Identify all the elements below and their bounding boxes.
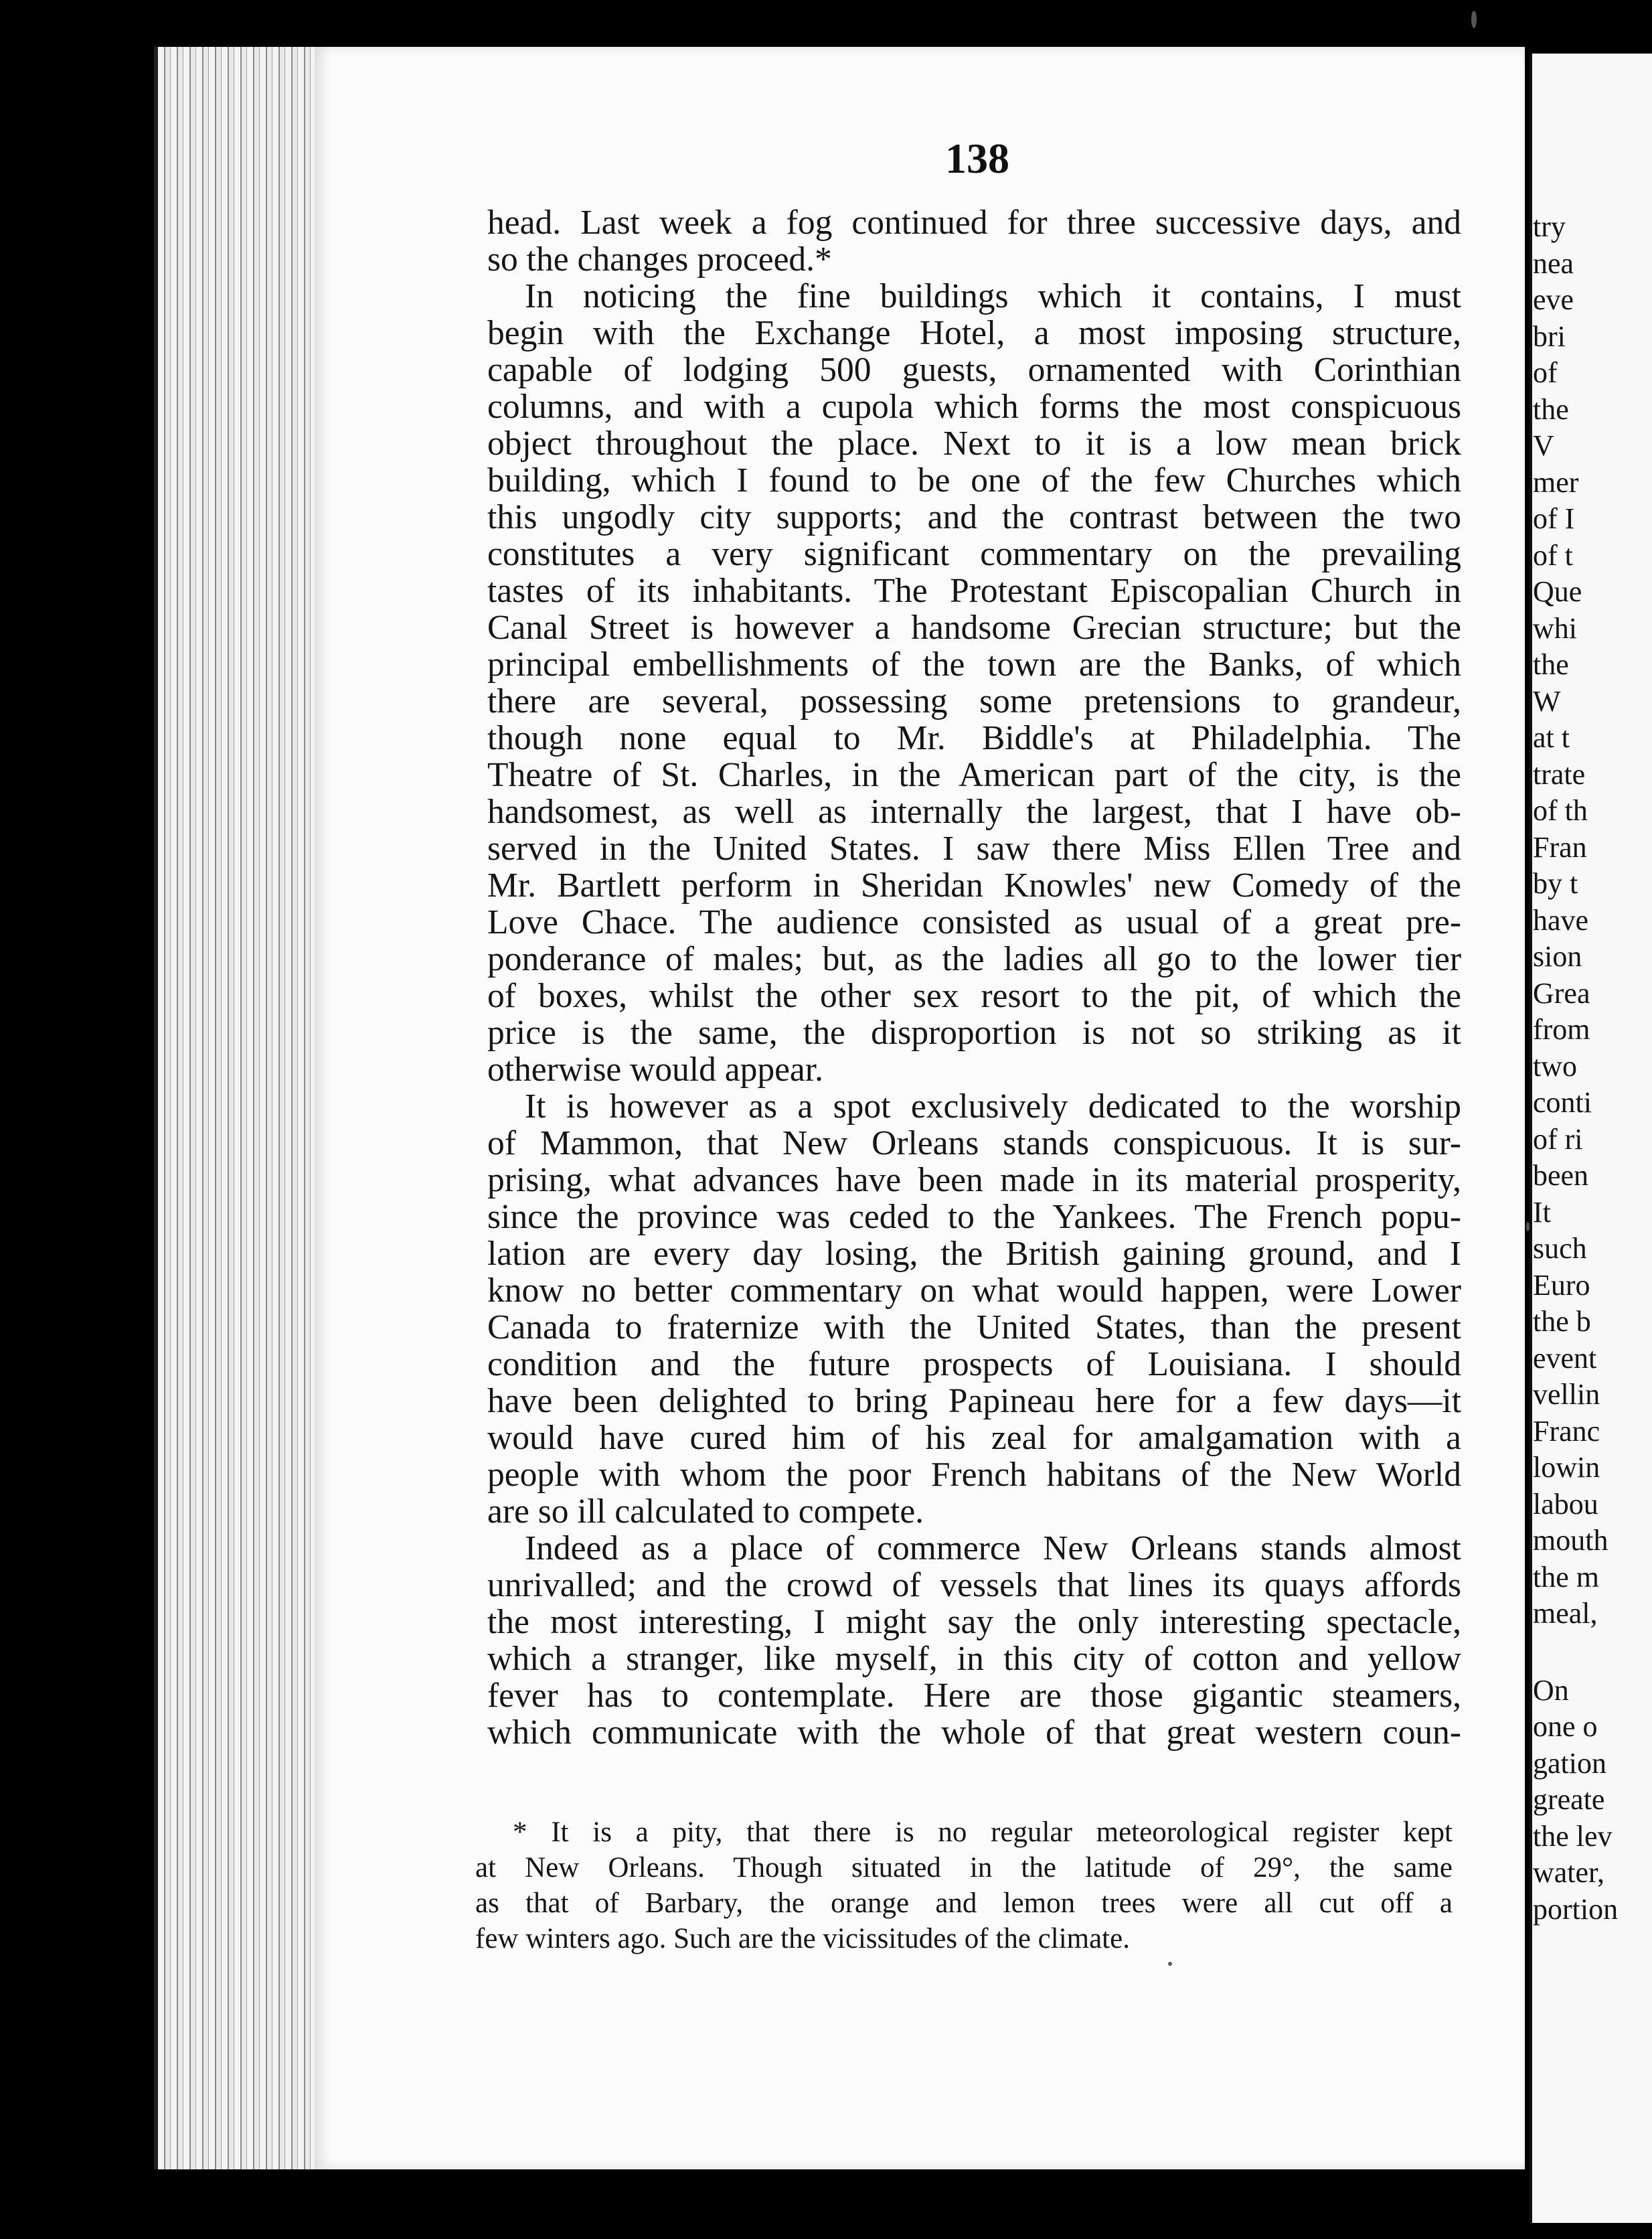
- text-line: Theatre of St. Charles, in the American part of the city, is the: [487, 756, 1461, 794]
- facing-line: have: [1533, 903, 1589, 937]
- text-line: principal embellishments of the town are the Banks, of which: [487, 645, 1461, 684]
- facing-line: Que: [1533, 575, 1582, 608]
- text-line: lation are every day losing, the British gaining ground, and I: [487, 1235, 1461, 1273]
- facing-gap: [1533, 1632, 1652, 1673]
- text-line: Love Chace. The audience consisted as usual of a great pre-: [487, 903, 1461, 941]
- text-line: since the province was ceded to the Yankees. The French popu-: [487, 1198, 1461, 1236]
- text-line: though none equal to Mr. Biddle's at Philadelphia. The: [487, 719, 1461, 757]
- text-line: building, which I found to be one of the few Churches which: [487, 461, 1461, 499]
- facing-line: of t: [1533, 538, 1573, 572]
- facing-line: been: [1533, 1159, 1589, 1192]
- facing-line: lowin: [1533, 1451, 1600, 1484]
- text-line: handsomest, as well as internally the largest, that I have ob-: [487, 793, 1461, 831]
- facing-line: labou: [1533, 1487, 1598, 1521]
- text-line: Mr. Bartlett perform in Sheridan Knowles' new Comedy of the: [487, 866, 1461, 905]
- text-line: there are several, possessing some pretensions to grandeur,: [487, 682, 1461, 720]
- facing-line: V: [1533, 429, 1554, 462]
- facing-line: trate: [1533, 757, 1586, 791]
- text-line: so the changes proceed.*: [487, 240, 832, 279]
- text-line: price is the same, the disproportion is not so striking as it: [487, 1014, 1461, 1052]
- facing-line: On: [1533, 1673, 1569, 1707]
- facing-line: gation: [1533, 1746, 1606, 1780]
- footnote-line: as that of Barbary, the orange and lemon trees were all cut off a: [475, 1887, 1453, 1919]
- facing-line: mer: [1533, 465, 1579, 499]
- text-line: are so ill calculated to compete.: [487, 1492, 924, 1531]
- facing-line: Fran: [1533, 830, 1587, 864]
- facing-line: whi: [1533, 611, 1577, 645]
- body-text: [487, 204, 1461, 1751]
- facing-line: Euro: [1533, 1268, 1590, 1302]
- text-line: have been delighted to bring Papineau here for a few days—it: [487, 1382, 1461, 1420]
- text-line: tastes of its inhabitants. The Protestant Episcopalian Church in: [487, 572, 1461, 610]
- facing-line: greate: [1533, 1783, 1605, 1816]
- facing-line: sion: [1533, 940, 1582, 973]
- facing-line: one o: [1533, 1710, 1598, 1743]
- text-line: which communicate with the whole of that great western coun-: [487, 1713, 1461, 1752]
- text-line: condition and the future prospects of Louisiana. I should: [487, 1345, 1461, 1383]
- facing-line: try: [1533, 210, 1566, 243]
- text-line: ponderance of males; but, as the ladies all go to the lower tier: [487, 940, 1461, 978]
- facing-line: conti: [1533, 1086, 1592, 1119]
- text-line: begin with the Exchange Hotel, a most imposing structure,: [487, 314, 1461, 352]
- text-line: It is however as a spot exclusively dedicated to the worship: [525, 1087, 1461, 1126]
- facing-line: event: [1533, 1341, 1597, 1375]
- text-line: which a stranger, like myself, in this city of cotton and yellow: [487, 1640, 1461, 1678]
- facing-line: water,: [1533, 1856, 1604, 1889]
- footnote: [475, 1815, 1453, 1956]
- text-line: prising, what advances have been made in its material prosperity,: [487, 1161, 1461, 1199]
- text-line: Canada to fraternize with the United States, than the present: [487, 1308, 1461, 1346]
- facing-line: of: [1533, 356, 1558, 389]
- text-line: columns, and with a cupola which forms the most conspicuous: [487, 388, 1461, 426]
- page-edges: [154, 47, 325, 2169]
- text-line: would have cured him of his zeal for amalgamation with a: [487, 1419, 1461, 1457]
- text-line: the most interesting, I might say the only interesting spectacle,: [487, 1603, 1461, 1641]
- facing-line: the lev: [1533, 1819, 1613, 1853]
- facing-line: the: [1533, 648, 1569, 681]
- text-line: know no better commentary on what would happen, were Lower: [487, 1271, 1461, 1310]
- facing-line: meal,: [1533, 1597, 1598, 1630]
- text-line: capable of lodging 500 guests, ornamented with Corinthian: [487, 351, 1461, 389]
- text-line: Indeed as a place of commerce New Orleans stands almost: [525, 1529, 1461, 1567]
- facing-line: portion: [1533, 1892, 1619, 1926]
- facing-line: from: [1533, 1013, 1590, 1046]
- facing-line: It: [1533, 1195, 1551, 1229]
- text-line: In noticing the fine buildings which it contains, I must: [525, 277, 1461, 315]
- text-line: Canal Street is however a handsome Grecian structure; but the: [487, 609, 1461, 647]
- text-line: this ungodly city supports; and the contrast between the two: [487, 498, 1461, 536]
- facing-line: W: [1533, 684, 1561, 718]
- footnote-line: at New Orleans. Though situated in the latitude of 29°, the same: [475, 1852, 1453, 1883]
- facing-line: vellin: [1533, 1378, 1600, 1411]
- facing-line: by t: [1533, 867, 1578, 900]
- facing-line: of I: [1533, 502, 1575, 535]
- facing-line: of ri: [1533, 1122, 1583, 1156]
- text-line: people with whom the poor French habitans of the New World: [487, 1456, 1461, 1494]
- facing-line: the b: [1533, 1305, 1591, 1338]
- facing-line: the m: [1533, 1560, 1599, 1594]
- text-line: head. Last week a fog continued for three successive days, and: [487, 204, 1461, 242]
- text-line: served in the United States. I saw there Miss Ellen Tree and: [487, 830, 1461, 868]
- facing-line: two: [1533, 1049, 1577, 1083]
- text-line: fever has to contemplate. Here are those gigantic steamers,: [487, 1677, 1461, 1715]
- dust-speck: [1526, 1222, 1530, 1231]
- page-number: 138: [945, 135, 1009, 182]
- facing-line: bri: [1533, 319, 1566, 353]
- text-line: otherwise would appear.: [487, 1051, 823, 1089]
- facing-line: mouth: [1533, 1524, 1608, 1557]
- text-line: of boxes, whilst the other sex resort to the pit, of which the: [487, 977, 1461, 1015]
- facing-line: at t: [1533, 721, 1570, 754]
- dust-speck: [1471, 11, 1477, 28]
- facing-line: such: [1533, 1232, 1587, 1265]
- facing-page-text: [1533, 209, 1652, 1928]
- facing-line: Grea: [1533, 976, 1590, 1010]
- dust-speck: [1168, 1962, 1172, 1966]
- facing-line: nea: [1533, 246, 1574, 280]
- text-line: constitutes a very significant commentary on the prevailing: [487, 535, 1461, 573]
- text-line: of Mammon, that New Orleans stands conspicuous. It is sur-: [487, 1124, 1461, 1162]
- footnote-line: few winters ago. Such are the vicissitudes of the climate.: [475, 1923, 1130, 1954]
- facing-line: of th: [1533, 794, 1588, 827]
- footnote-line: * It is a pity, that there is no regular meteorological register kept: [513, 1817, 1453, 1848]
- facing-line: Franc: [1533, 1414, 1600, 1448]
- facing-line: the: [1533, 392, 1569, 426]
- text-line: unrivalled; and the crowd of vessels that lines its quays affords: [487, 1566, 1461, 1604]
- text-line: object throughout the place. Next to it is a low mean brick: [487, 424, 1461, 463]
- facing-line: eve: [1533, 283, 1574, 316]
